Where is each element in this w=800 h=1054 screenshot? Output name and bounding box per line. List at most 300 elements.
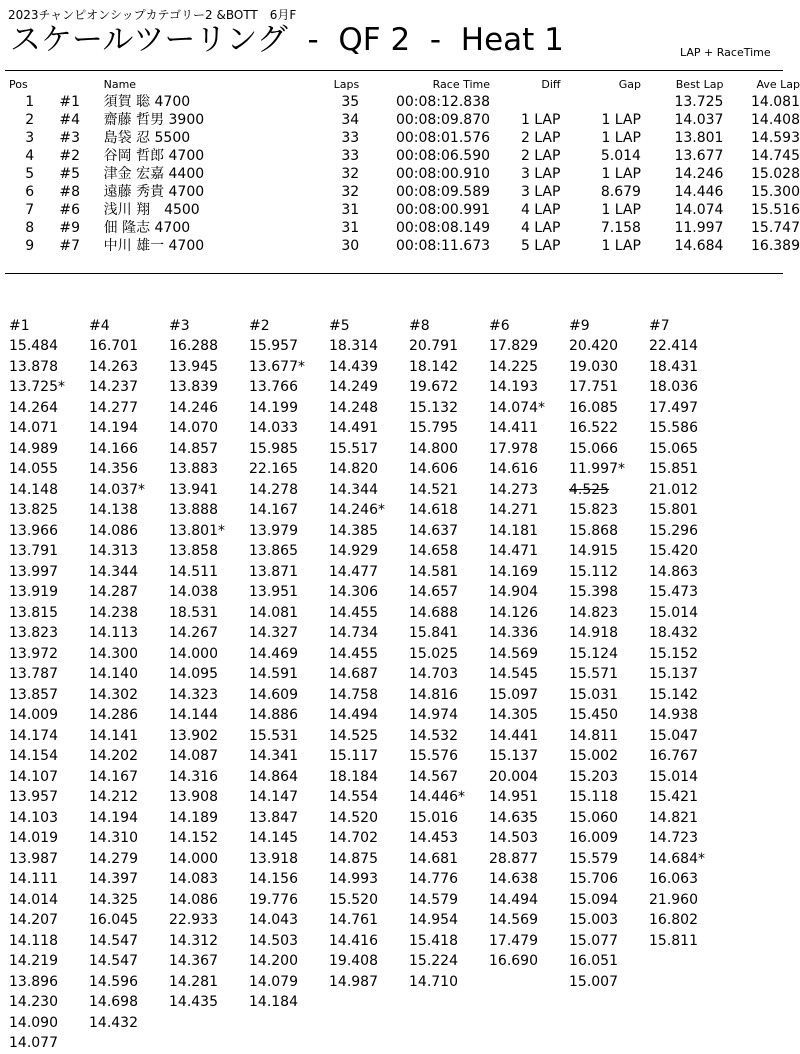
diff-cell: 2 LAP — [520, 130, 561, 146]
lap-time: 13.865 — [249, 543, 298, 559]
lap-time: 14.455 — [329, 645, 378, 662]
race-time-cell: 00:08:01.576 — [395, 130, 491, 146]
lap-time: 13.945 — [169, 358, 218, 375]
lap-time: 19.408 — [329, 953, 378, 969]
lap-time: 14.279 — [89, 850, 138, 867]
lap-time: 14.225 — [489, 358, 538, 375]
lap-time: 14.336 — [489, 625, 538, 641]
lap-time: 14.140 — [89, 666, 138, 682]
lap-time: 15.142 — [649, 686, 698, 703]
lap-time: 14.385 — [329, 522, 378, 539]
lap-time: 15.571 — [569, 666, 618, 682]
lap-time: 14.145 — [249, 830, 298, 846]
gap-cell: 1 LAP — [601, 202, 641, 218]
lap-time: 13.972 — [9, 645, 58, 662]
lap-time: 20.791 — [409, 338, 458, 354]
lap-time: 13.725* — [9, 379, 65, 395]
lap-time: 13.677* — [249, 358, 305, 375]
lap-time: 14.038 — [169, 584, 218, 600]
lap-time: 14.637 — [409, 522, 458, 539]
lap-time: 14.596 — [89, 973, 138, 990]
lap-time: 14.532 — [409, 727, 458, 744]
lap-time: 14.237 — [89, 379, 138, 395]
lap-time: 14.875 — [329, 850, 378, 867]
lap-time: 14.938 — [649, 707, 698, 723]
lap-time: 14.248 — [329, 399, 378, 416]
lap-time: 14.043 — [249, 912, 298, 928]
lap-time: 14.886 — [249, 707, 298, 723]
laps-cell: 31 — [341, 220, 360, 236]
lap-time: 16.085 — [569, 399, 618, 416]
lap-time: 13.878 — [9, 358, 58, 375]
laps-cell: 35 — [341, 94, 360, 110]
lap-time: 14.734 — [329, 625, 378, 641]
ave-lap-cell: 16.389 — [751, 238, 800, 254]
lap-time: 14.821 — [649, 809, 698, 826]
ave-lap-cell: 15.300 — [751, 184, 800, 200]
header-divider — [5, 70, 783, 71]
lap-time: 18.142 — [409, 358, 458, 375]
lap-time: 14.079 — [249, 973, 298, 990]
driver-name-cell: 中川 雄一 4700 — [103, 238, 205, 254]
car-number-cell: #1 — [59, 94, 80, 110]
lap-time: 14.148 — [9, 481, 58, 498]
lap-time: 13.815 — [9, 604, 58, 621]
lap-time: 15.137 — [489, 748, 538, 764]
lap-time: 15.450 — [569, 707, 618, 723]
lap-time: 14.684* — [649, 850, 705, 867]
lap-column-car-number: #3 — [169, 318, 190, 334]
lap-time: 14.070 — [169, 420, 218, 436]
lap-time: 14.554 — [329, 789, 378, 805]
lap-time: 14.471 — [489, 543, 538, 559]
lap-column — [249, 318, 329, 1054]
lap-time: 14.439 — [329, 358, 378, 375]
pos-cell: 4 — [25, 148, 35, 164]
lap-time: 17.978 — [489, 440, 538, 457]
lap-time: 18.036 — [649, 379, 698, 395]
lap-time: 14.287 — [89, 584, 138, 600]
lap-time: 14.305 — [489, 707, 538, 723]
lap-time: 15.957 — [249, 338, 298, 354]
lap-time: 14.954 — [409, 912, 458, 928]
results-table — [0, 76, 800, 255]
lap-time: 14.141 — [89, 727, 138, 744]
table-row — [0, 93, 800, 111]
lap-time: 19.030 — [569, 358, 618, 375]
lap-time: 14.776 — [409, 871, 458, 887]
lap-times-grid — [9, 318, 729, 1054]
lap-time: 14.071 — [9, 420, 58, 436]
lap-time: 15.795 — [409, 420, 458, 436]
lap-time: 13.791 — [9, 543, 58, 559]
lap-time: 14.055 — [9, 461, 58, 477]
lap-time: 14.698 — [89, 994, 138, 1010]
lap-time: 14.200 — [249, 953, 298, 969]
lap-time: 14.904 — [489, 584, 538, 600]
lap-time: 19.776 — [249, 891, 298, 908]
lap-time: 15.066 — [569, 440, 618, 457]
lap-column-car-number: #4 — [89, 318, 110, 334]
lap-time: 15.065 — [649, 440, 698, 457]
diff-cell: 1 LAP — [520, 112, 561, 128]
lap-column-car-number: #6 — [489, 318, 510, 334]
lap-time: 14.300 — [89, 645, 138, 662]
diff-cell — [490, 93, 560, 111]
lap-time: 16.051 — [569, 953, 618, 969]
diff-cell: 4 LAP — [520, 220, 561, 236]
lap-time: 14.635 — [489, 809, 538, 826]
lap-time: 14.095 — [169, 666, 218, 682]
lap-time: 14.312 — [169, 932, 218, 949]
lap-time: 14.325 — [89, 891, 138, 908]
lap-time: 14.800 — [409, 440, 458, 457]
lap-time: 14.316 — [169, 768, 218, 785]
lap-time: 15.014 — [649, 604, 698, 621]
lap-time: 13.987 — [9, 850, 58, 867]
results-header-row — [0, 76, 800, 93]
lap-time: 14.344 — [329, 481, 378, 498]
lap-time: 14.989 — [9, 440, 58, 457]
gap-cell: 7.158 — [600, 220, 641, 236]
driver-name-cell: 津金 宏嘉 4400 — [103, 166, 205, 182]
lap-time: 16.045 — [89, 912, 138, 928]
lap-time: 14.313 — [89, 543, 138, 559]
lap-time: 13.787 — [9, 666, 58, 682]
lap-time: 14.107 — [9, 768, 58, 785]
lap-time: 15.132 — [409, 399, 458, 416]
lap-time: 14.138 — [89, 502, 138, 518]
lap-time: 15.097 — [489, 686, 538, 703]
lap-time: 15.031 — [569, 686, 618, 703]
lap-time: 15.117 — [329, 748, 378, 764]
laps-cell: 33 — [341, 130, 360, 146]
lap-time: 14.113 — [89, 625, 138, 641]
race-time-cell: 00:08:08.149 — [395, 220, 491, 236]
lap-column-car-number: #9 — [569, 318, 590, 334]
lap-time: 13.957 — [9, 789, 58, 805]
lap-time: 15.224 — [409, 953, 458, 969]
event-name: 2023チャンピオンシップカテゴリー2 &BOTT 6月F — [8, 8, 297, 22]
laps-cell: 30 — [341, 238, 360, 254]
page-title: スケールツーリング - QF 2 - Heat 1 — [10, 22, 564, 58]
lap-time: 14.702 — [329, 830, 378, 846]
lap-column — [489, 318, 569, 1054]
lap-time: 14.367 — [169, 953, 218, 969]
lap-time: 14.857 — [169, 440, 218, 457]
lap-time: 14.166 — [89, 440, 138, 457]
lap-time: 14.397 — [89, 871, 138, 887]
gap-cell: 8.679 — [600, 184, 641, 200]
lap-time: 14.019 — [9, 830, 58, 846]
lap-time: 15.985 — [249, 440, 298, 457]
lap-time: 14.638 — [489, 871, 538, 887]
pos-cell: 3 — [25, 130, 35, 146]
lap-time: 14.310 — [89, 830, 138, 846]
lap-column-car-number: #7 — [649, 318, 670, 334]
lap-time: 17.751 — [569, 379, 618, 395]
lap-column-car-number: #5 — [329, 318, 350, 334]
lap-time: 15.801 — [649, 502, 698, 518]
lap-time: 16.522 — [569, 420, 618, 436]
table-row — [0, 183, 800, 201]
lap-time: 14.616 — [489, 461, 538, 477]
lap-column-car-number: #1 — [9, 318, 30, 334]
ave-lap-cell: 14.081 — [751, 94, 800, 110]
lap-time: 15.421 — [649, 789, 698, 805]
lap-time: 13.858 — [169, 543, 218, 559]
lap-time: 14.037* — [89, 481, 145, 498]
lap-time: 14.503 — [249, 932, 298, 949]
table-row — [0, 201, 800, 219]
col-header-diff: Diff — [541, 78, 561, 91]
lap-time: 14.688 — [409, 604, 458, 621]
car-number-cell: #9 — [59, 220, 80, 236]
gap-cell: 5.014 — [600, 148, 641, 164]
col-header-laps: Laps — [333, 78, 360, 91]
lap-time: 15.473 — [649, 584, 698, 600]
lap-time: 14.811 — [569, 727, 618, 744]
lap-time: 13.888 — [169, 502, 218, 518]
lap-time: 14.816 — [409, 686, 458, 703]
lap-time: 14.000 — [169, 850, 218, 867]
lap-time: 16.802 — [649, 912, 698, 928]
lap-time: 14.453 — [409, 830, 458, 846]
lap-time: 14.710 — [409, 973, 458, 990]
lap-time: 15.203 — [569, 768, 618, 785]
table-row — [0, 237, 800, 255]
lap-time: 14.356 — [89, 461, 138, 477]
lap-time: 14.863 — [649, 563, 698, 580]
race-time-cell: 00:08:09.870 — [395, 112, 491, 128]
lap-time: 18.314 — [329, 338, 378, 354]
lap-time: 14.494 — [329, 707, 378, 723]
lap-time: 14.681 — [409, 850, 458, 867]
ave-lap-cell: 15.516 — [751, 202, 800, 218]
gap-cell: 1 LAP — [601, 130, 641, 146]
lap-time: 21.012 — [649, 481, 698, 498]
car-number-cell: #4 — [59, 112, 80, 128]
pos-cell: 9 — [25, 238, 35, 254]
lap-time: 14.446* — [409, 789, 465, 805]
lap-time: 14.230 — [9, 994, 58, 1010]
best-lap-cell: 13.801 — [674, 130, 724, 146]
lap-time: 14.525 — [329, 727, 378, 744]
lap-time: 13.966 — [9, 522, 58, 539]
lap-time: 14.545 — [489, 666, 538, 682]
lap-time: 14.503 — [489, 830, 538, 846]
best-lap-cell: 13.677 — [674, 148, 724, 164]
pos-cell: 2 — [25, 112, 35, 128]
lap-time: 15.077 — [569, 932, 618, 949]
lap-column-car-number: #2 — [249, 318, 270, 334]
driver-name-cell: 佃 隆志 4700 — [103, 220, 191, 236]
lap-time: 14.581 — [409, 563, 458, 580]
lap-column-car-number: #8 — [409, 318, 430, 334]
lap-time: 14.202 — [89, 748, 138, 764]
laps-cell: 32 — [341, 166, 360, 182]
lap-time: 14.156 — [249, 871, 298, 887]
lap-time: 14.723 — [649, 830, 698, 846]
lap-column — [89, 318, 169, 1054]
best-lap-cell: 14.074 — [674, 202, 724, 218]
lap-time: 22.933 — [169, 912, 218, 928]
lap-time: 14.207 — [9, 912, 58, 928]
lap-time: 14.864 — [249, 768, 298, 785]
diff-cell: 3 LAP — [520, 184, 561, 200]
pos-cell: 6 — [25, 184, 35, 200]
lap-time: 14.267 — [169, 625, 218, 641]
lap-time: 15.520 — [329, 891, 378, 908]
lap-time: 14.033 — [249, 420, 298, 436]
col-header-gap: Gap — [618, 78, 641, 91]
lap-time: 15.586 — [649, 420, 698, 436]
race-time-cell: 00:08:00.991 — [395, 202, 491, 218]
laps-cell: 34 — [341, 112, 360, 128]
lap-time: 14.521 — [409, 481, 458, 498]
lap-time: 14.306 — [329, 584, 378, 600]
lap-time: 13.941 — [169, 481, 218, 498]
lap-time: 14.184 — [249, 994, 298, 1010]
lap-time: 14.246 — [169, 399, 218, 416]
lap-column — [409, 318, 489, 1054]
gap-cell: 1 LAP — [601, 166, 641, 182]
lap-time: 14.083 — [169, 871, 218, 887]
diff-cell: 2 LAP — [520, 148, 561, 164]
lap-time: 14.081 — [249, 604, 298, 621]
car-number-cell: #3 — [59, 130, 80, 146]
lap-time: 14.469 — [249, 645, 298, 662]
lap-time: 13.871 — [249, 563, 298, 580]
lap-time: 15.823 — [569, 502, 618, 518]
lap-time: 15.118 — [569, 789, 618, 805]
race-time-cell: 00:08:06.590 — [395, 148, 491, 164]
car-number-cell: #8 — [59, 184, 80, 200]
lap-time: 14.246* — [329, 502, 385, 518]
lap-time: 14.219 — [9, 953, 58, 969]
lap-time: 14.915 — [569, 543, 618, 559]
lap-time: 18.431 — [649, 358, 698, 375]
lap-time: 13.951 — [249, 584, 298, 600]
lap-time: 14.567 — [409, 768, 458, 785]
ave-lap-cell: 15.747 — [751, 220, 800, 236]
lap-time: 15.706 — [569, 871, 618, 887]
lap-time: 17.497 — [649, 399, 698, 416]
laps-cell: 33 — [341, 148, 360, 164]
lap-time: 13.896 — [9, 973, 58, 990]
lap-time: 13.825 — [9, 502, 58, 518]
lap-time: 14.823 — [569, 604, 618, 621]
lap-time: 15.420 — [649, 543, 698, 559]
lap-time: 15.531 — [249, 727, 298, 744]
lap-time: 13.997 — [9, 563, 58, 580]
lap-time: 14.609 — [249, 686, 298, 703]
lap-time: 14.103 — [9, 809, 58, 826]
diff-cell: 4 LAP — [520, 202, 561, 218]
lap-time: 14.074* — [489, 399, 545, 416]
results-divider — [5, 273, 783, 274]
car-number-cell: #6 — [59, 202, 80, 218]
lap-time: 14.761 — [329, 912, 378, 928]
lap-column — [569, 318, 649, 1054]
lap-time: 14.455 — [329, 604, 378, 621]
lap-time: 13.918 — [249, 850, 298, 867]
pos-cell: 8 — [25, 220, 35, 236]
lap-time: 14.281 — [169, 973, 218, 990]
driver-name-cell: 浅川 翔 4500 — [103, 202, 200, 218]
car-number-cell: #7 — [59, 238, 80, 254]
best-lap-cell: 14.684 — [674, 238, 724, 254]
lap-time: 13.766 — [249, 379, 298, 395]
table-row — [0, 165, 800, 183]
lap-time: 14.077 — [9, 1035, 58, 1051]
lap-time: 14.118 — [9, 932, 58, 949]
lap-time: 14.579 — [409, 891, 458, 908]
driver-name-cell: 須賀 聡 4700 — [103, 94, 191, 110]
lap-time: 28.877 — [489, 850, 538, 867]
lap-time: 14.341 — [249, 748, 298, 764]
lap-time: 14.758 — [329, 686, 378, 703]
lap-time: 15.002 — [569, 748, 618, 764]
lap-time: 15.296 — [649, 522, 698, 539]
lap-time: 14.174 — [9, 727, 58, 744]
lap-time: 14.918 — [569, 625, 618, 641]
lap-time: 14.264 — [9, 399, 58, 416]
lap-time: 15.576 — [409, 748, 458, 764]
lap-time: 14.126 — [489, 604, 538, 621]
lap-time: 15.014 — [649, 768, 698, 785]
lap-time: 22.414 — [649, 338, 698, 354]
lap-time: 14.273 — [489, 481, 538, 498]
lap-time: 14.167 — [89, 768, 138, 785]
lap-time: 22.165 — [249, 461, 298, 477]
lap-time: 18.432 — [649, 625, 698, 641]
lap-time: 14.144 — [169, 707, 218, 723]
col-header-name: Name — [103, 78, 137, 91]
lap-column — [649, 318, 729, 1054]
lap-time: 11.997* — [569, 461, 625, 477]
lap-time: 14.238 — [89, 604, 138, 621]
lap-time: 14.154 — [9, 748, 58, 764]
lap-time: 13.883 — [169, 461, 218, 477]
car-number-cell: #2 — [59, 148, 80, 164]
lap-time: 14.494 — [489, 891, 538, 908]
lap-time: 14.087 — [169, 748, 218, 764]
lap-time: 16.701 — [89, 338, 138, 354]
table-row — [0, 219, 800, 237]
best-lap-cell: 14.246 — [674, 166, 724, 182]
lap-time: 13.979 — [249, 522, 298, 539]
lap-time: 14.090 — [9, 1014, 58, 1031]
car-number-cell: #5 — [59, 166, 80, 182]
lap-time: 15.418 — [409, 932, 458, 949]
lap-time: 14.169 — [489, 563, 538, 580]
lap-time: 14.167 — [249, 502, 298, 518]
lap-time: 15.841 — [409, 625, 458, 641]
lap-time: 15.137 — [649, 666, 698, 682]
lap-time: 14.569 — [489, 645, 538, 662]
lap-time: 14.344 — [89, 563, 138, 580]
lap-time: 14.511 — [169, 563, 218, 580]
race-time-cell: 00:08:09.589 — [395, 184, 491, 200]
lap-time: 14.147 — [249, 789, 298, 805]
lap-time: 14.111 — [9, 871, 58, 887]
lap-time: 14.323 — [169, 686, 218, 703]
best-lap-cell: 14.037 — [674, 112, 724, 128]
ave-lap-cell: 15.028 — [751, 166, 800, 182]
lap-time: 15.047 — [649, 727, 698, 744]
gap-cell — [560, 93, 641, 111]
